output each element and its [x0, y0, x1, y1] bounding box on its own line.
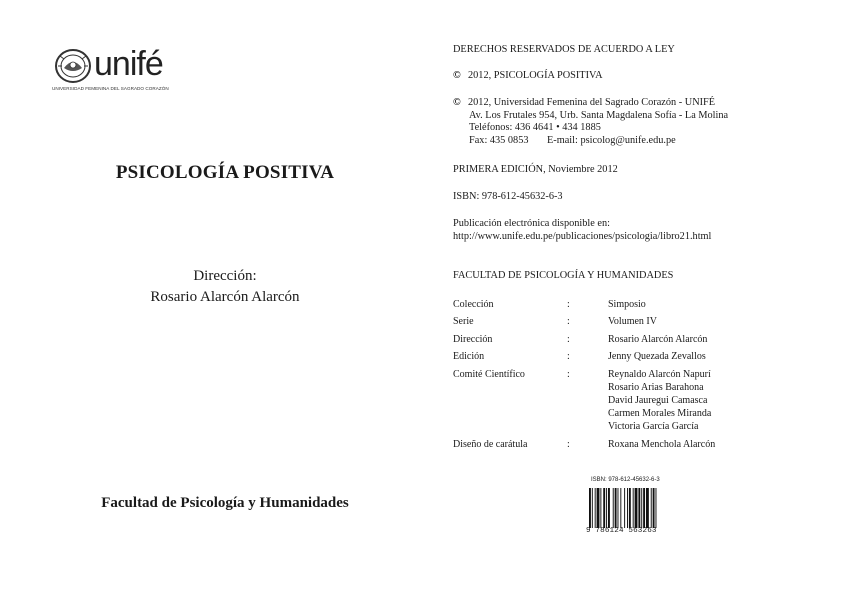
barcode-bar	[653, 488, 655, 528]
credit-separator: :	[567, 333, 570, 345]
barcode-digits: 9 786124 563263	[586, 527, 657, 535]
committee-member: Carmen Morales Miranda	[608, 407, 712, 419]
isbn: ISBN: 978-612-45632-6-3	[453, 191, 563, 202]
barcode-bar	[618, 488, 619, 528]
credit-label: Dirección	[453, 333, 493, 345]
barcode-bar	[589, 488, 591, 528]
credit-separator: :	[567, 299, 570, 310]
barcode-bar	[633, 488, 634, 528]
credit-row	[453, 296, 715, 313]
barcode-bar	[638, 488, 640, 528]
barcode-bar	[595, 488, 596, 528]
credit-label: Diseño de carátula	[453, 438, 528, 450]
publication-label: Publicación electrónica disponible en:	[453, 218, 610, 229]
direction-name: Rosario Alarcón Alarcón	[150, 289, 300, 305]
credit-row	[453, 313, 715, 330]
barcode-bar	[635, 488, 638, 528]
credit-separator: :	[567, 438, 570, 450]
barcode-bar	[651, 488, 652, 528]
faculty-name: Facultad de Psicología y Humanidades	[101, 495, 349, 511]
credit-value: Roxana Menchola Alarcón	[608, 438, 716, 450]
barcode-bar	[615, 488, 617, 528]
barcode-bar	[620, 488, 621, 528]
barcode-bar	[629, 488, 631, 528]
credit-separator: :	[567, 368, 570, 380]
copyright-publisher	[453, 97, 728, 147]
credit-separator: :	[567, 316, 570, 328]
direction-label: Dirección:	[193, 268, 257, 284]
book-title: PSICOLOGÍA POSITIVA	[115, 162, 335, 183]
publisher-address: Av. Los Frutales 954, Urb. Santa Magdalena Sofía - La Molina	[469, 109, 729, 121]
barcode-bar	[656, 488, 657, 528]
publication-url: http://www.unife.edu.pe/publicaciones/psicologia/libro21.html	[453, 230, 712, 242]
committee-member: Rosario Arias Barahona	[608, 381, 704, 393]
barcode-bar	[643, 488, 645, 528]
copyright-icon: ©	[453, 97, 461, 108]
barcode-isbn-text: ISBN: 978-612-45632-6-3	[591, 477, 660, 483]
credit-row	[453, 348, 715, 365]
credit-label: Edición	[453, 351, 485, 363]
credit-label: Colección	[453, 299, 494, 310]
university-seal-icon	[54, 48, 92, 84]
credit-value: Jenny Quezada Zevallos	[608, 351, 706, 363]
publisher-contact	[453, 135, 728, 148]
credit-value: Rosario Alarcón Alarcón	[608, 333, 708, 345]
barcode-bar	[603, 488, 605, 528]
credit-label: Comité Científico	[453, 368, 525, 380]
credit-row	[453, 331, 715, 348]
committee-member: Victoria García García	[608, 420, 699, 432]
credit-label: Serie	[453, 316, 474, 328]
rights-notice: DERECHOS RESERVADOS DE ACUERDO A LEY	[453, 44, 675, 55]
copyright-icon: ©	[453, 70, 461, 81]
logo-wordmark: unifé	[94, 45, 163, 83]
committee-member: Reynaldo Alarcón Napurí	[608, 368, 711, 380]
barcode-bar	[600, 488, 601, 528]
barcode-bar	[597, 488, 600, 528]
credit-value-list	[608, 366, 711, 436]
copyright-title	[453, 70, 603, 83]
barcode-bar	[606, 488, 607, 528]
credit-row	[453, 436, 715, 453]
logo-tagline: UNIVERSIDAD FEMENINA DEL SAGRADO CORAZÓN	[52, 86, 169, 91]
publisher-email: E-mail: psicolog@unife.edu.pe	[547, 134, 676, 146]
credits-table	[453, 296, 715, 453]
publisher-phones: Teléfonos: 436 4641 • 434 1885	[469, 122, 601, 133]
unife-logo	[52, 42, 182, 98]
committee-member: David Jauregui Camasca	[608, 394, 708, 406]
barcode-bar	[624, 488, 625, 528]
credit-row	[453, 366, 715, 436]
copyright-publisher-line: 2012, Universidad Femenina del Sagrado Corazón - UNIFÉ	[468, 97, 716, 108]
barcode	[585, 477, 685, 538]
barcode-bar	[646, 488, 649, 528]
faculty-heading: FACULTAD DE PSICOLOGÍA Y HUMANIDADES	[453, 270, 674, 281]
credit-value: Simposio	[608, 299, 646, 310]
barcode-bar	[613, 488, 614, 528]
credit-separator: :	[567, 351, 570, 363]
barcode-bar	[592, 488, 593, 528]
edition: PRIMERA EDICIÓN, Noviembre 2012	[453, 164, 618, 175]
publisher-fax: Fax: 435 0853	[469, 134, 529, 146]
barcode-bar	[608, 488, 610, 528]
publication-info	[453, 218, 711, 243]
credit-value: Volumen IV	[608, 316, 657, 328]
copyright-title-text: 2012, PSICOLOGÍA POSITIVA	[468, 70, 603, 81]
barcode-bar	[627, 488, 628, 528]
barcode-bar	[641, 488, 642, 528]
